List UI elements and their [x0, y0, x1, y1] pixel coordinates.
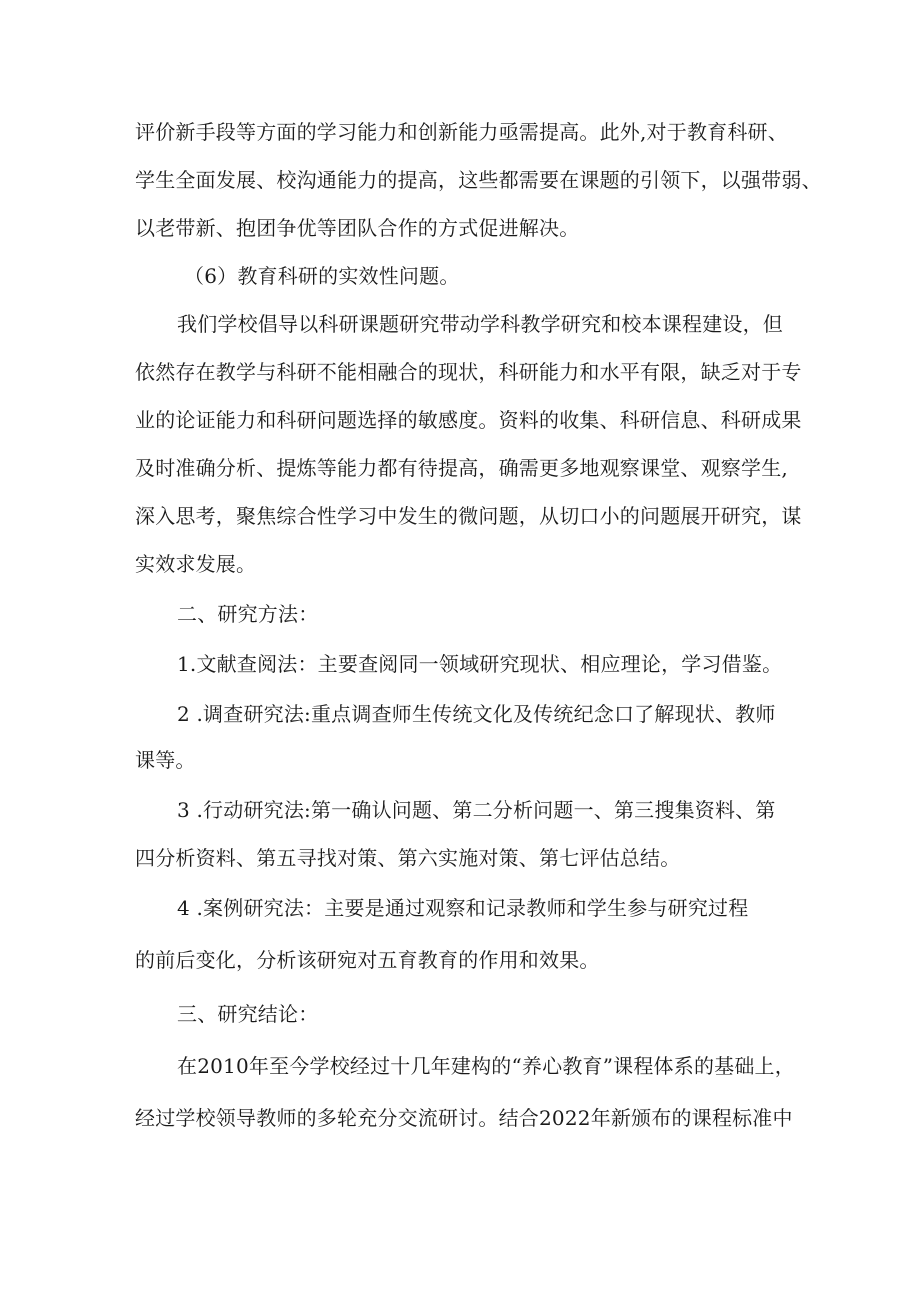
paragraph-line: 我们学校倡导以科研课题研究带动学科教学研究和校本课程建设，但 — [177, 312, 783, 336]
paragraph-line: 经过学校领导教师的多轮充分交流研讨。结合2022年新颁布的课程标准中 — [135, 1106, 793, 1130]
section-heading: 二、研究方法： — [177, 602, 319, 626]
section-heading: （6）教育科研的实效性问题。 — [184, 264, 460, 288]
paragraph-line: 在2010年至今学校经过十几年建构的“养心教育”课程体系的基础上， — [177, 1054, 795, 1078]
paragraph-line: 评价新手段等方面的学习能力和创新能力亟需提高。此外,对于教育科研、 — [135, 120, 788, 144]
list-item: 2 .调查研究法:重点调查师生传统文化及传统纪念口了解现状、教师 — [177, 702, 776, 726]
paragraph-line: 四分析资料、第五寻找对策、第六实施对策、第七评估总结。 — [135, 846, 681, 870]
paragraph-line: 实效求发展。 — [135, 552, 257, 576]
paragraph-line: 的前后变化，分析该研宛对五育教育的作用和效果。 — [135, 948, 600, 972]
section-heading: 三、研究结论： — [177, 1002, 319, 1026]
list-item: 4 .案例研究法：主要是通过观察和记录教师和学生参与研究过程 — [177, 896, 749, 920]
paragraph-line: 深入思考，聚焦综合性学习中发生的微问题，从切口小的问题展开研究，谋 — [135, 504, 802, 528]
paragraph-line: 及时准确分析、提炼等能力都有待提高，确需更多地观察课堂、观察学生, — [135, 456, 788, 480]
paragraph-line: 课等。 — [135, 748, 196, 772]
list-item: 3 .行动研究法:第一确认问题、第二分析问题一、第三搜集资料、第 — [177, 798, 776, 822]
paragraph-line: 学生全面发展、校沟通能力的提高，这些都需要在课题的引领下，以强带弱、 — [135, 168, 822, 192]
paragraph-line: 业的论证能力和科研问题选择的敏感度。资料的收集、科研信息、科研成果 — [135, 408, 802, 432]
paragraph-line: 依然存在教学与科研不能相融合的现状，科研能力和水平有限，缺乏对于专 — [135, 360, 802, 384]
list-item: 1.文献查阅法：主要查阅同一领域研究现状、相应理论，学习借鉴。 — [177, 652, 783, 676]
paragraph-line: 以老带新、抱团争优等团队合作的方式促进解决。 — [135, 216, 580, 240]
